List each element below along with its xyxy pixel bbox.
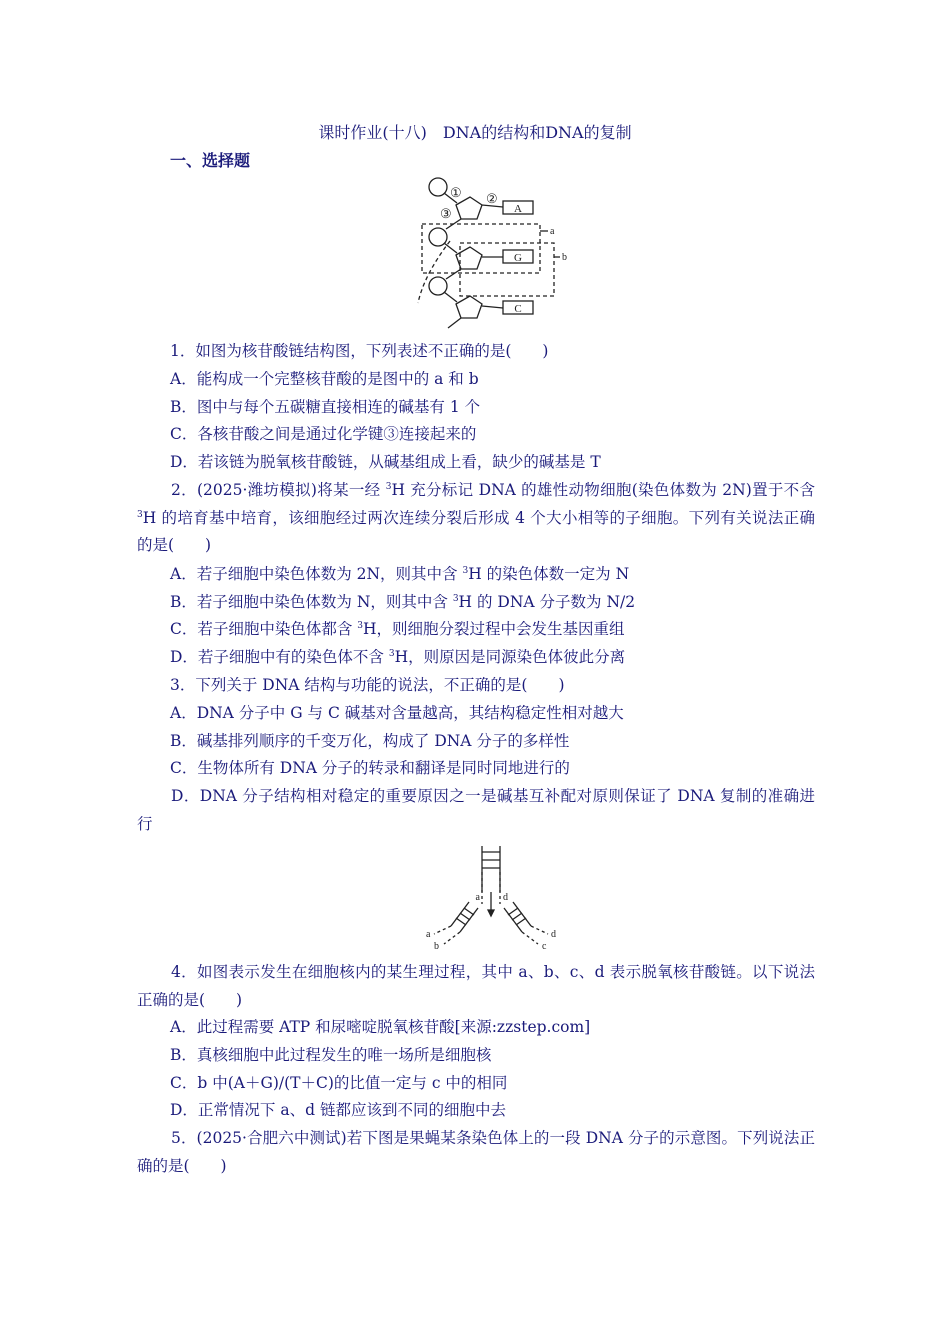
base-label-g: G: [514, 252, 522, 264]
bond-label-1: ①: [450, 185, 462, 200]
q3-option-d: D．DNA 分子结构相对稳定的重要原因之一是碱基互补配对原则保证了 DNA 复制的准确进行: [137, 787, 815, 833]
nucleotide-chain-figure: [410, 175, 580, 335]
strand-label-top-a: a: [475, 892, 480, 903]
q4-option-c: C．b 中(A＋G)/(T＋C)的比值一定与 c 中的相同: [170, 1074, 508, 1092]
section-heading: 一、选择题: [170, 151, 251, 170]
pentose-sugar: [456, 296, 482, 318]
strand-label-top-d: d: [503, 892, 508, 903]
q3-option-c: C．生物体所有 DNA 分子的转录和翻译是同时同地进行的: [170, 759, 570, 777]
q4-option-d: D．正常情况下 a、d 链都应该到不同的细胞中去: [170, 1101, 506, 1119]
q1-option-c: C．各核苷酸之间是通过化学键③连接起来的: [170, 425, 477, 443]
q1-option-d: D．若该链为脱氧核苷酸链，从碱基组成上看，缺少的碱基是 T: [170, 453, 601, 471]
q4-stem: 4．如图表示发生在细胞核内的某生理过程，其中 a、b、c、d 表示脱氧核苷酸链。以下说法正确的是( ): [137, 963, 815, 1009]
box-label-a: a: [550, 226, 555, 237]
replication-fork-figure: [420, 842, 570, 954]
q2-option-c: C．若子细胞中染色体都含 $^3$H，则细胞分裂过程中会发生基因重组: [170, 620, 625, 638]
page-title: 课时作业(十八) DNA的结构和DNA的复制: [318, 123, 632, 142]
base-label-a: A: [514, 203, 522, 215]
q2-option-a: A．若子细胞中染色体数为 2N，则其中含 $^3$H 的染色体数一定为 N: [170, 565, 630, 583]
q1-stem: 1．如图为核苷酸链结构图，下列表述不正确的是( ): [170, 342, 549, 360]
strand-label-left-b: b: [434, 941, 439, 952]
pentose-sugar: [456, 247, 482, 269]
q4-option-a: A．此过程需要 ATP 和尿嘧啶脱氧核苷酸[来源:zzstep.com]: [170, 1018, 591, 1036]
pentose-sugar: [456, 197, 482, 219]
q3-option-a: A．DNA 分子中 G 与 C 碱基对含量越高，其结构稳定性相对越大: [170, 704, 624, 722]
strand-label-right-d: d: [551, 929, 556, 940]
box-label-b: b: [562, 252, 567, 263]
bond-label-2: ②: [486, 191, 498, 206]
q1-option-b: B．图中与每个五碳糖直接相连的碱基有 1 个: [170, 398, 481, 416]
q3-option-b: B．碱基排列顺序的千变万化，构成了 DNA 分子的多样性: [170, 732, 570, 750]
q3-stem: 3．下列关于 DNA 结构与功能的说法，不正确的是( ): [170, 676, 565, 694]
q2-stem: 2．(2025·潍坊模拟)将某一经 $^3$H 充分标记 DNA 的雄性动物细胞(染色体数为 2N)置于不含 $^3$H 的培育基中培育，该细胞经过两次连续分裂后形成 4 个大小相等的子细胞。下列有关说法正确的是( ): [137, 481, 815, 554]
q5-stem: 5．(2025·合肥六中测试)若下图是果蝇某条染色体上的一段 DNA 分子的示意图。下列说法正确的是( ): [137, 1129, 815, 1175]
strand-label-right-c: c: [542, 941, 547, 952]
q2-option-b: B．若子细胞中染色体数为 N，则其中含 $^3$H 的 DNA 分子数为 N/2: [170, 593, 636, 611]
strand-label-left-a: a: [426, 929, 431, 940]
base-label-c: C: [514, 303, 522, 315]
q2-option-d: D．若子细胞中有的染色体不含 $^3$H，则原因是同源染色体彼此分离: [170, 648, 626, 666]
bond-label-3: ③: [440, 206, 452, 221]
q1-option-a: A．能构成一个完整核苷酸的是图中的 a 和 b: [170, 370, 479, 388]
q4-option-b: B．真核细胞中此过程发生的唯一场所是细胞核: [170, 1046, 492, 1064]
